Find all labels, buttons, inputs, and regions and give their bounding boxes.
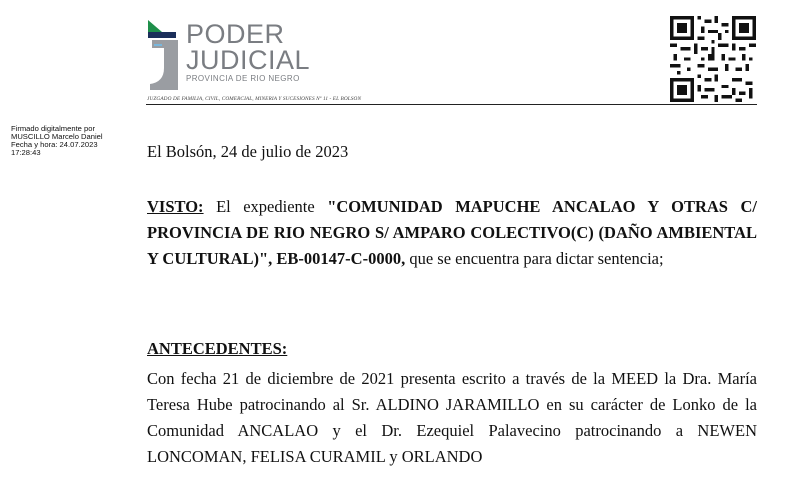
visto-paragraph <box>147 194 757 272</box>
qr-code-icon <box>670 16 756 102</box>
signature-line-4: 17:28:43 <box>11 148 41 157</box>
date-line: El Bolsón, 24 de julio de 2023 <box>147 142 349 161</box>
case-title: "COMUNIDAD MAPUCHE ANCALAO Y OTRAS C/ PROVINCIA DE RIO NEGRO S/ AMPARO COLECTIVO(C) (DAÑO AMBIENTAL Y CULTURAL)", EB-00147-C-0000, <box>147 197 757 268</box>
signature-line-2: MUSCILLO Marcelo Daniel <box>11 132 103 141</box>
antecedentes-label: ANTECEDENTES: <box>147 339 288 358</box>
signature-line-3: Fecha y hora: 24.07.2023 <box>11 140 98 149</box>
visto-text-2: que se encuentra para dictar sentencia; <box>405 249 664 268</box>
poder-judicial-logo-text <box>186 21 310 84</box>
digital-signature <box>11 125 141 157</box>
poder-judicial-logo-icon <box>146 18 182 92</box>
visto-label: VISTO: <box>147 197 204 216</box>
signature-line-1: Firmado digitalmente por <box>11 124 95 133</box>
logo-line-province: PROVINCIA DE RIO NEGRO <box>186 74 300 83</box>
logo-line-poder: PODER <box>186 19 285 49</box>
visto-text-1: El expediente <box>203 197 328 216</box>
logo-line-judicial: JUDICIAL <box>186 45 311 75</box>
antecedentes-heading <box>147 336 757 362</box>
header-divider <box>146 104 757 105</box>
antecedentes-paragraph: Con fecha 21 de diciembre de 2021 presenta escrito a través de la MEED la Dra. María Teresa Hube patrocinando al Sr. ALDINO JARAMILLO en su carácter de Lonko de la Comunidad ANCALAO y el Dr. Ezequiel Palavecino patrocinando a NEWEN LONCOMAN, FELISA CURAMIL y ORLANDO <box>147 369 757 466</box>
court-name: JUZGADO DE FAMILIA, CIVIL, COMERCIAL, MINERIA Y SUCESIONES Nº 11 - EL BOLSON <box>147 96 362 102</box>
